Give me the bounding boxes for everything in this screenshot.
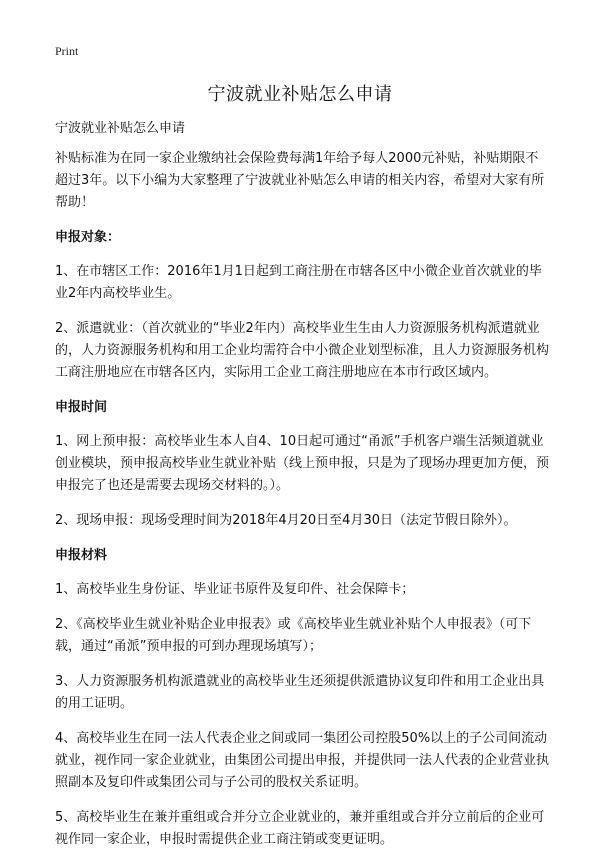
- article-subtitle: 宁波就业补贴怎么申请: [55, 121, 186, 136]
- section-heading-applicants: 申报对象：: [55, 230, 121, 245]
- applicant-item-2: 2、派遣就业：（首次就业的“毕业2年内）高校毕业生生由人力资源服务机构派遣就业的，人力资源服务机构和用工企业均需符合中小微企业划型标准，且人力资源服务机构工商注册地应在市辖各区内，实际用工企业工商注册地应在本市行政区域内。: [55, 321, 550, 380]
- material-item-4: 4、高校毕业生在同一法人代表企业之间或同一集团公司控股50%以上的子公司间流动就业，视作同一家企业就业，由集团公司提出申报，并提供同一法人代表的企业营业执照副本及复印件或集团公司与子公司的股权关系证明。: [55, 731, 550, 790]
- material-item-3: 3、人力资源服务机构派遣就业的高校毕业生还须提供派遣协议复印件和用工企业出具的用工证明。: [55, 674, 545, 711]
- page-title: 宁波就业补贴怎么申请: [207, 84, 393, 105]
- print-label: Print: [55, 44, 79, 58]
- material-item-2: 2、《高校毕业生就业补贴企业申报表》或《高校毕业生就业补贴个人申报表》（可下载，通过“甬派”预申报的可到办理现场填写）；: [55, 617, 532, 654]
- applicant-item-1: 1、在市辖区工作：2016年1月1日起到工商注册在市辖各区中小微企业首次就业的毕业2年内高校毕业生。: [55, 264, 542, 301]
- material-item-1: 1、高校毕业生身份证、毕业证书原件及复印件、社会保障卡；: [55, 582, 415, 597]
- section-heading-time: 申报时间: [55, 400, 108, 415]
- article-body: [55, 118, 550, 864]
- time-item-2: 2、现场申报：现场受理时间为2018年4月20日至4月30日（法定节假日除外）。: [55, 513, 517, 528]
- section-heading-materials: 申报材料: [55, 548, 108, 563]
- time-item-1: 1、网上预申报：高校毕业生本人自4、10日起可通过“甬派”手机客户端生活频道就业创业模块，预申报高校毕业生就业补贴（线上预申报，只是为了现场办理更加方便，预申报完了也还是需要去现场交材料的。）。: [55, 434, 550, 493]
- intro-paragraph: 补贴标准为在同一家企业缴纳社会保险费每满1年给予每人2000元补贴，补贴期限不超过3年。以下小编为大家整理了宁波就业补贴怎么申请的相关内容，希望对大家有所帮助！: [55, 151, 545, 210]
- material-item-5: 5、高校毕业生在兼并重组或合并分立企业就业的，兼并重组或合并分立前后的企业可视作同一家企业，申报时需提供企业工商注销或变更证明。: [55, 810, 545, 847]
